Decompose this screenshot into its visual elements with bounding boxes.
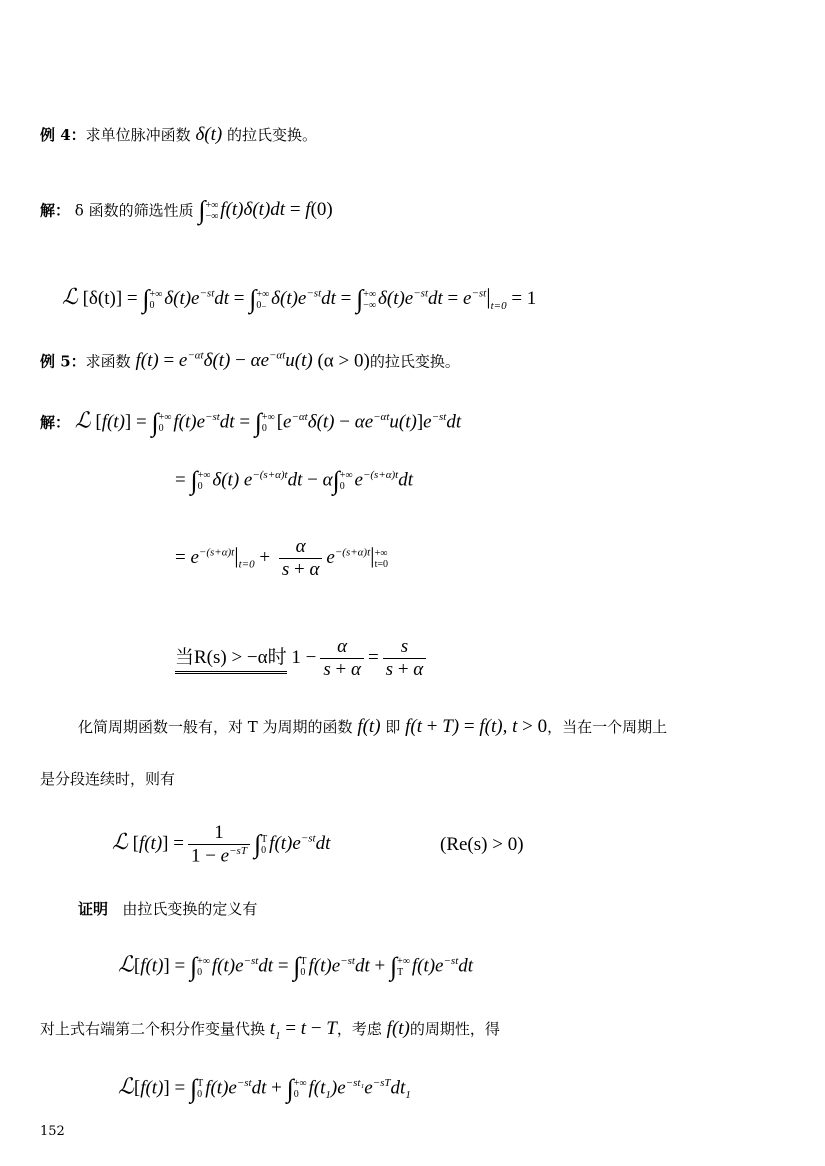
page-number: 152 (40, 1124, 65, 1139)
example-5-text: 求函数 (85, 352, 131, 371)
example-4-text: 求单位脉冲函数 (85, 126, 191, 144)
solution-2-line-1: 解： ℒ [f(t)] = ∫ +∞ 0 $f(t)e^{-st}dt$ = ∫ +∞ 0 $[e^{-\alpha t}\delta(t) - \alpha e^{-\alpha t}u(t)]e^{-st}dt$ (40, 408, 462, 437)
solution-1-text: δ 函数的筛选性质 (74, 201, 194, 220)
example-4-tail: 的拉氏变换。 (227, 126, 318, 144)
sifting-property-equation: ∫ +∞ −∞ f(t)δ(t)dt = f(0) (198, 196, 333, 225)
proof-text: 由拉氏变换的定义有 (122, 900, 258, 918)
proof-equation-1: ℒ[f(t)] = ∫ +∞ 0 $f(t)e^{-st}dt$ = ∫ T 0 $f(t)e^{-st}dt$ + ∫ +∞ T $f(t)e^{-st}dt$ (118, 952, 474, 981)
paragraph-text-b: 即 (385, 718, 401, 736)
example-5-tail: 的拉氏变换。 (369, 352, 460, 371)
substitution-paragraph (40, 1018, 500, 1042)
example-4-heading (40, 124, 317, 146)
proof-label: 证明 (78, 900, 109, 918)
delta-formula: δ(t) (195, 124, 223, 145)
substitution-text-a: 对上式右端第二个积分作变量代换 (40, 1020, 266, 1038)
periodic-paragraph-2 (40, 768, 175, 789)
solution-2-label: 解： (40, 413, 71, 432)
periodicity-equation: f(t + T) = f(t), t > 0 (405, 716, 548, 737)
laplace-operator-2: ℒ (74, 408, 91, 434)
alpha-condition: (α > 0) (317, 350, 370, 372)
paragraph-text-a: 化简周期函数一般有，对 T 为周期的函数 (78, 718, 353, 736)
proof-heading (78, 898, 257, 919)
eq1-lhs: [δ(t)] = (82, 288, 143, 309)
example-5-heading (40, 350, 460, 372)
substitution-formula: $t_1 = t - T$ (269, 1018, 337, 1042)
solution-2-line-3: = $e^{-(s+\alpha)t}|_{t=0}$ + $\frac{\alpha}{s + \alpha}$ $e^{-(s+\alpha)t}|$ +∞ t=0 (175, 536, 388, 580)
periodic-paragraph-1 (78, 716, 667, 738)
solution-1 (40, 196, 333, 226)
paragraph-text-c: ，当在一个周期上 (547, 718, 668, 736)
solution-2-line-2: = ∫ +∞ 0 δ(t) $e^{-(s+\alpha)t}dt - \alpha\int$ +∞ 0 $e^{-(s+\alpha)t}dt$ (175, 466, 414, 495)
solution-2-line-4: 当R(s) > −α时 1 − $\frac{\alpha}{s + \alpha}$ = $\frac{s}{s + \alpha}$ (175, 636, 430, 681)
substitution-text-c: 的周期性，得 (409, 1020, 500, 1038)
delta-laplace-equation: ℒ [δ(t)] = ∫ +∞ 0 $\delta(t)e^{-st}dt$ = ∫ +∞ 0₋ $\delta(t)e^{-st}dt$ = ∫ +∞ −∞ $\delta(t)e^{-st}dt = e^{-st}|_{t=0} = 1$ (62, 284, 537, 314)
re-condition: (Re(s) > 0) (440, 834, 524, 855)
proof-equation-2: ℒ[f(t)] = ∫ T 0 $f(t)e^{-st}dt$ + ∫ +∞ 0 $f(t_1)e^{-st_1}e^{-sT}dt_1$ (118, 1074, 411, 1103)
example-5-function: $f(t) = e^{-\alpha t}\delta(t) - \alpha e^{-\alpha t}u(t)$ (135, 350, 313, 372)
when-condition: 当R(s) > −α时 (175, 642, 287, 674)
example-5-label: 例 5： (40, 352, 86, 371)
laplace-operator: ℒ (62, 285, 78, 310)
periodic-laplace-formula: ℒ [f(t)] = $\frac{1}{1 - e^{-sT}}$ ∫ T 0 $f(t)e^{-st}dt$ (112, 822, 331, 867)
example-4-label: 例 4： (40, 126, 86, 144)
periodic-fn-2: f(t) (386, 1018, 410, 1039)
substitution-text-b: ，考虑 (336, 1020, 382, 1038)
periodic-fn: f(t) (357, 716, 381, 737)
paragraph-text-d: 是分段连续时，则有 (40, 770, 176, 788)
solution-1-label: 解： (40, 201, 71, 220)
